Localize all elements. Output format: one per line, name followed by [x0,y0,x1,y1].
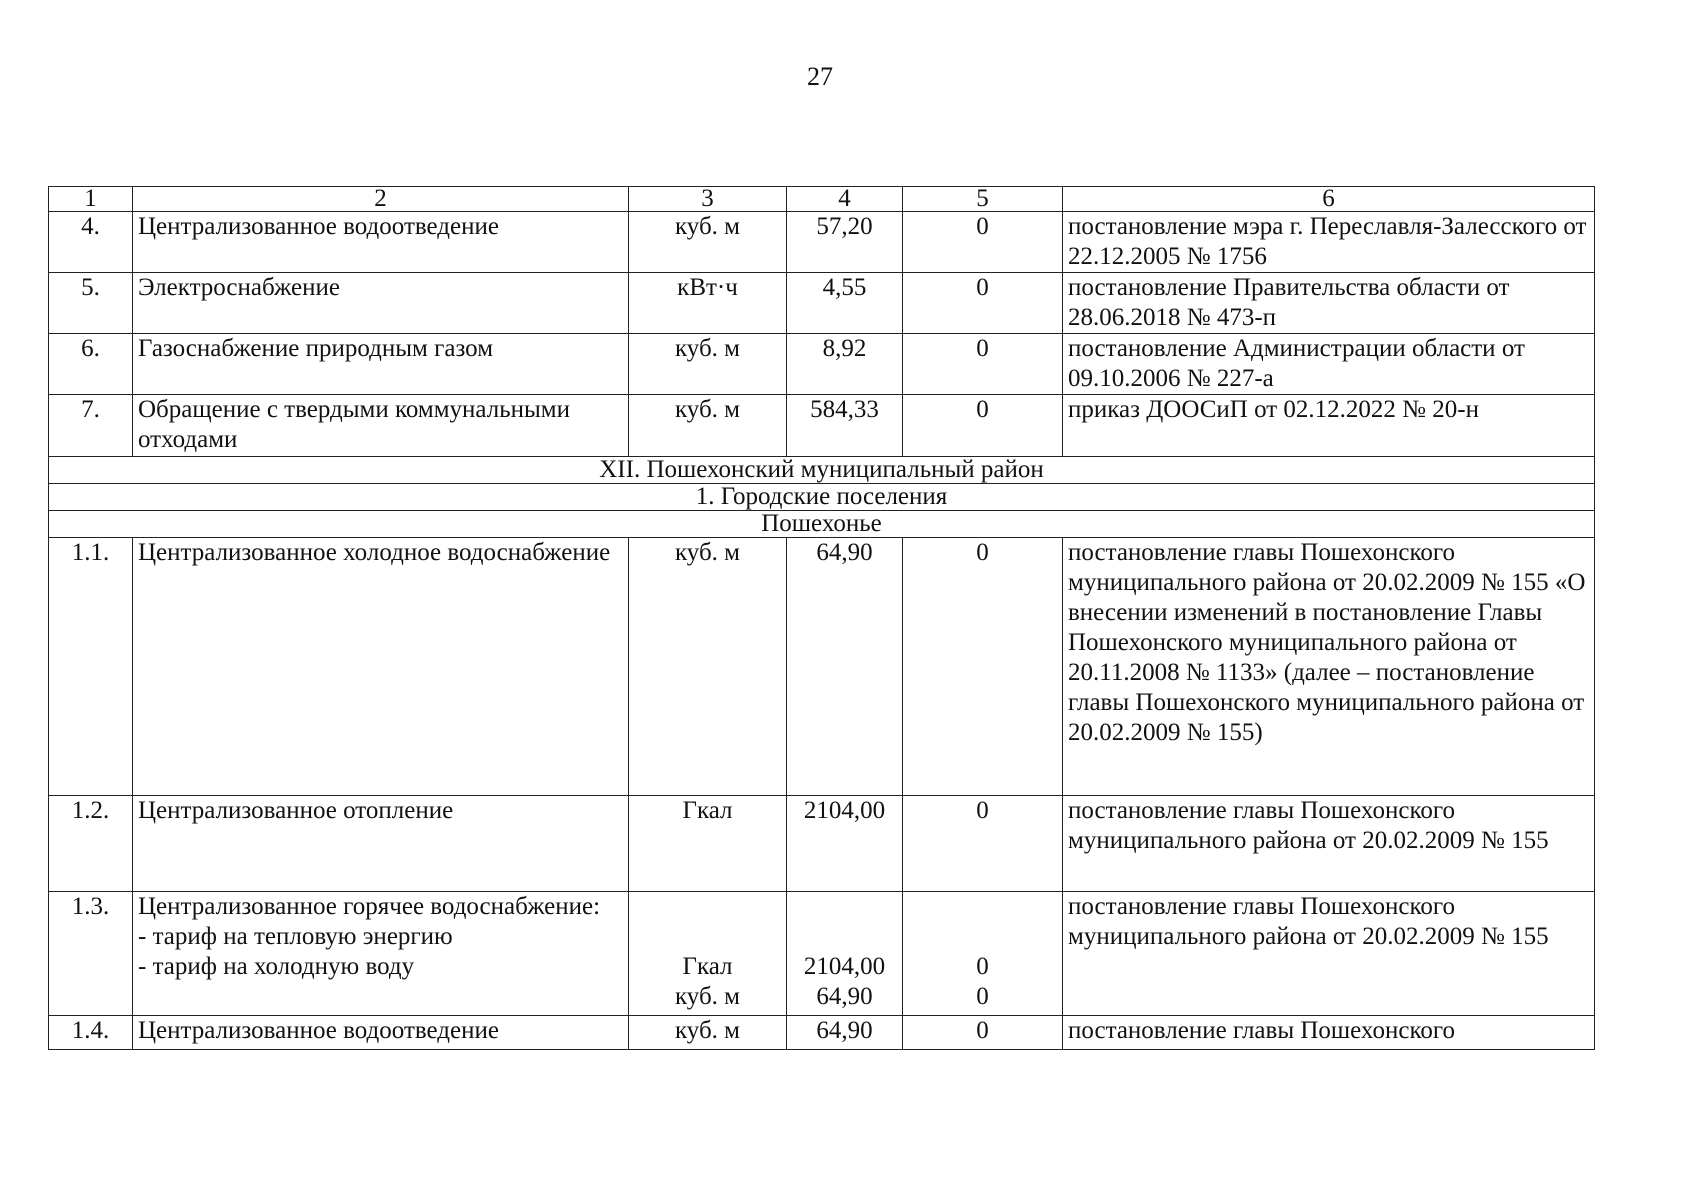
zero-value: 0 [903,334,1063,395]
unit: куб. м [629,1016,787,1050]
section-title: 1. Городские поселения [49,484,1595,511]
table-row [49,212,1595,273]
unit-cold-water: куб. м [674,983,740,1010]
legal-basis: постановление главы Пошехонского муниципального района от 20.02.2009 № 155 [1063,892,1595,1016]
column-number: 2 [133,187,629,212]
service-name: Газоснабжение природным газом [133,334,629,395]
row-number: 4. [49,212,133,273]
sub-item-cold-water: - тариф на холодную воду [138,953,415,980]
spacer [792,892,897,952]
row-number: 6. [49,334,133,395]
section-title: Пошехонье [49,511,1595,538]
row-number: 5. [49,273,133,334]
row-number: 1.3. [49,892,133,1016]
column-number: 4 [787,187,903,212]
column-number: 1 [49,187,133,212]
section-row-settlements [49,484,1595,511]
service-name: Централизованное холодное водоснабжение [133,538,629,796]
service-name: Электроснабжение [133,273,629,334]
value-cold-water: 64,90 [816,983,873,1010]
tariff-table [48,186,1595,1050]
legal-basis: постановление главы Пошехонского муниципального района от 20.02.2009 № 155 [1063,796,1595,892]
tariff-value: 64,90 [787,538,903,796]
legal-basis: постановление главы Пошехонского муниципального района от 20.02.2009 № 155 «О внесении изменений в постановление Главы Пошехонского муниципального района от 20.11.2008 № 1133» (далее – постановление главы Пошехонского муниципального района от 20.02.2009 № 155) [1063,538,1595,796]
unit: куб. м [629,538,787,796]
spacer [634,892,781,952]
table-row [49,395,1595,457]
section-row-town [49,511,1595,538]
table-row [49,796,1595,892]
row-number: 1.4. [49,1016,133,1050]
spacer [908,892,1057,952]
table-row [49,1016,1595,1050]
unit: куб. м [629,334,787,395]
service-name: Централизованное отопление [133,796,629,892]
zero-heat: 0 [976,953,989,980]
legal-basis: постановление главы Пошехонского [1063,1016,1595,1050]
unit: Гкал [629,796,787,892]
unit: кВт·ч [629,273,787,334]
legal-basis: постановление Правительства области от 28.06.2018 № 473-п [1063,273,1595,334]
tariff-value: 8,92 [787,334,903,395]
table-row-hot-water [49,892,1595,1016]
section-title: XII. Пошехонский муниципальный район [49,457,1595,484]
legal-basis: постановление Администрации области от 09.10.2006 № 227-а [1063,334,1595,395]
column-number: 3 [629,187,787,212]
legal-basis: постановление мэра г. Переславля-Залесского от 22.12.2005 № 1756 [1063,212,1595,273]
page-number: 27 [807,62,833,91]
service-name: Централизованное водоотведение [133,212,629,273]
service-name-main: Централизованное горячее водоснабжение: [138,893,601,920]
zero-value [903,892,1063,1016]
tariff-value: 57,20 [787,212,903,273]
unit: куб. м [629,212,787,273]
tariff-value: 64,90 [787,1016,903,1050]
unit-heat: Гкал [682,953,733,980]
zero-value: 0 [903,1016,1063,1050]
service-name: Централизованное водоотведение [133,1016,629,1050]
section-row-district [49,457,1595,484]
zero-value: 0 [903,796,1063,892]
table-row [49,538,1595,796]
tariff-value: 2104,00 [787,796,903,892]
legal-basis: приказ ДООСиП от 02.12.2022 № 20-н [1063,395,1595,457]
value-heat: 2104,00 [803,953,886,980]
sub-item-heat: - тариф на тепловую энергию [138,923,453,950]
row-number: 1.2. [49,796,133,892]
column-number: 5 [903,187,1063,212]
table-row [49,273,1595,334]
unit: куб. м [629,395,787,457]
service-name: Обращение с твердыми коммунальными отходами [133,395,629,457]
zero-value: 0 [903,395,1063,457]
row-number: 1.1. [49,538,133,796]
tariff-value: 4,55 [787,273,903,334]
service-name [133,892,629,1016]
zero-cold-water: 0 [976,983,989,1010]
zero-value: 0 [903,212,1063,273]
tariff-value: 584,33 [787,395,903,457]
table-row [49,334,1595,395]
row-number: 7. [49,395,133,457]
zero-value: 0 [903,273,1063,334]
column-number-row [49,187,1595,212]
tariff-value [787,892,903,1016]
zero-value: 0 [903,538,1063,796]
unit [629,892,787,1016]
column-number: 6 [1063,187,1595,212]
